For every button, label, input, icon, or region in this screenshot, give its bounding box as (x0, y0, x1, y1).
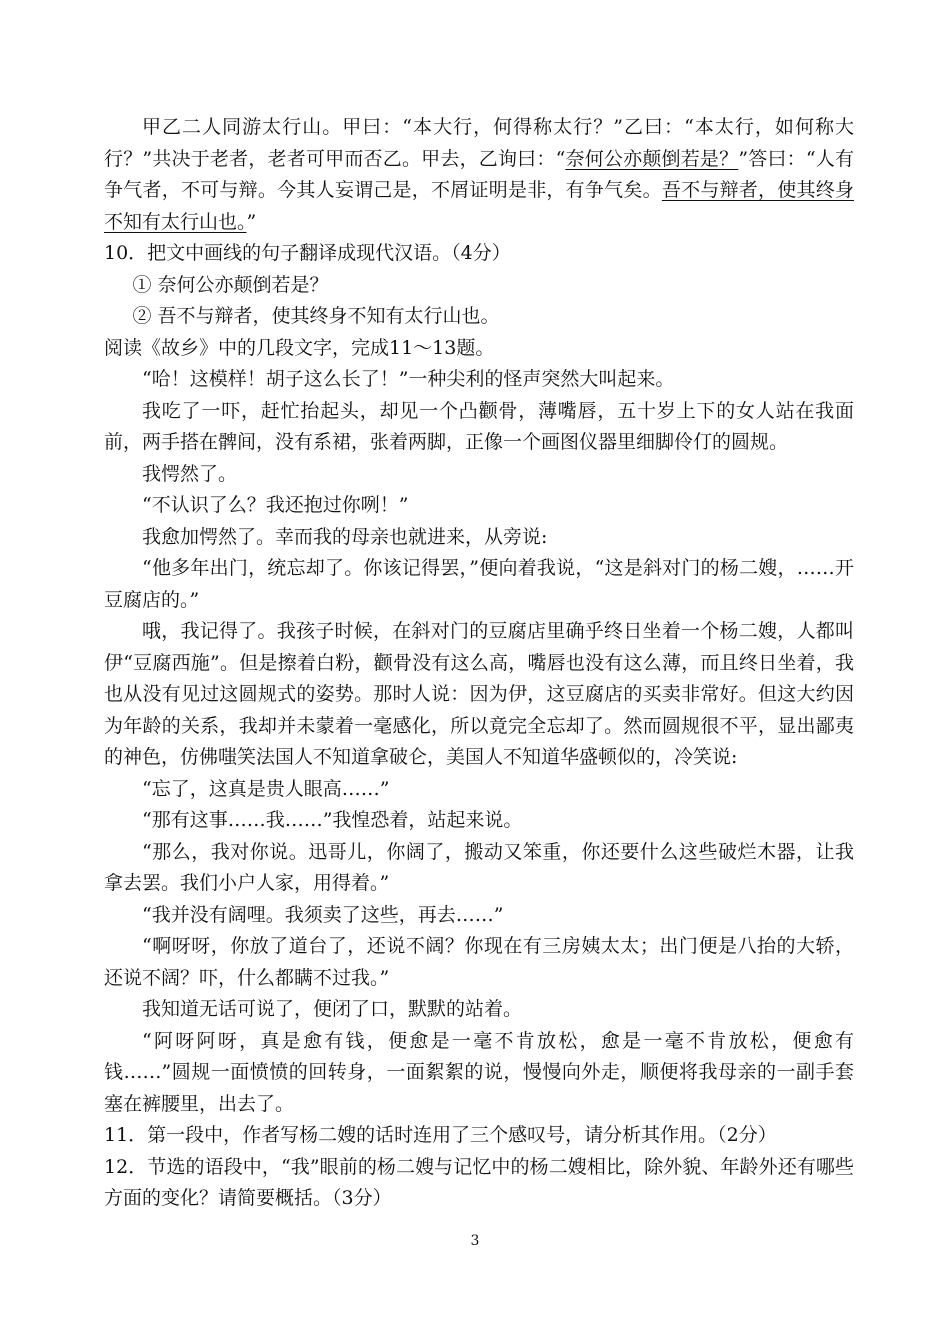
passage-taihang (104, 112, 854, 238)
story-paragraph: 哦，我记得了。我孩子时候，在斜对门的豆腐店里确乎终日坐着一个杨二嫂，人都叫伊“豆腐西施”。但是擦着白粉，颧骨没有这么高，嘴唇也没有这么薄，而且终日坐着，我也从没有见过这圆规式的姿势。那时人说：因为伊，这豆腐店的买卖非常好。但这大约因为年龄的关系，我却并未蒙着一毫感化，所以竟完全忘却了。然而圆规很不平，显出鄙夷的神色，仿佛嗤笑法国人不知道拿破仑，美国人不知道华盛顿似的，冷笑说: (104, 620, 854, 768)
story-paragraph: 我愕然了。 (142, 462, 238, 485)
story-paragraph: “啊呀呀，你放了道台了，还说不阔？你现在有三房姨太太；出门便是八抬的大轿，还说不阔？吓，什么都瞒不过我。” (104, 935, 854, 989)
passage-text-part1: 甲乙二人同游太行山。甲曰：“本大行，何得称太行？”乙曰：“本太行，如何称大行？”共决于老者，老者可甲而否乙。甲去，乙询曰：“ (104, 116, 854, 170)
story-paragraph: “不认识了么？我还抱过你咧！” (142, 494, 409, 516)
story-paragraph: 我知道无话可说了，便闭了口，默默的站着。 (142, 998, 523, 1020)
story-paragraph: “他多年出门，统忘却了。你该记得罢，”便向着我说，“这是斜对门的杨二嫂，……开豆腐店的。” (104, 557, 854, 611)
story-paragraph: “那么，我对你说。迅哥儿，你阔了，搬动又笨重，你还要什么这些破烂木器，让我拿去罢。我们小户人家，用得着。” (104, 840, 854, 894)
story-paragraph: “哈！这模样！胡子这么长了！”一种尖利的怪声突然大叫起来。 (142, 368, 675, 390)
question-10-item-1: ① 奈何公亦颠倒若是？ (132, 273, 329, 296)
story-paragraph: 我愈加愕然了。幸而我的母亲也就进来，从旁说: (142, 525, 548, 548)
story-paragraph: “那有这事……我……”我惶恐着，站起来说。 (142, 809, 523, 831)
question-10: 10．把文中画线的句子翻译成现代汉语。（4分） (104, 242, 511, 264)
underlined-sentence-2: 吾不与辩者，使其终身不知有太行山也。 (104, 179, 854, 233)
page-content (104, 112, 854, 1215)
passage-text-part2: ”答曰：“人有争气者，不可与辩。今其人妄谓己是，不屑证明是非，有争气矣。 (104, 147, 854, 201)
question-10-item-2: ② 吾不与辩者，使其终身不知有太行山也。 (132, 305, 500, 327)
question-12: 12．节选的语段中，“我”眼前的杨二嫂与记忆中的杨二嫂相比，除外貌、年龄外还有哪些方面的变化？请简要概括。（3分） (104, 1155, 854, 1209)
story-paragraph: “我并没有阔哩。我须卖了这些，再去……” (142, 903, 504, 926)
underlined-sentence-1: 奈何公亦颠倒若是？ (565, 147, 739, 170)
story-paragraph: 我吃了一吓，赶忙抬起头，却见一个凸颧骨，薄嘴唇，五十岁上下的女人站在我面前，两手搭在髀间，没有系裙，张着两脚，正像一个画图仪器里细脚伶仃的圆规。 (104, 399, 854, 453)
question-11: 11．第一段中，作者写杨二嫂的话时连用了三个感叹号，请分析其作用。（2分） (104, 1124, 777, 1146)
passage-text-part3: ” (246, 210, 257, 233)
story-paragraph: “阿呀阿呀，真是愈有钱，便愈是一毫不肯放松，愈是一毫不肯放松，便愈有钱……”圆规一面愤愤的回转身，一面絮絮的说，慢慢向外走，顺便将我母亲的一副手套塞在裤腰里，出去了。 (104, 1029, 854, 1115)
page-number: 3 (470, 1233, 480, 1249)
story-paragraph: “忘了，这真是贵人眼高……” (142, 777, 390, 800)
reading-intro: 阅读《故乡》中的几段文字，完成11～13题。 (104, 336, 495, 359)
